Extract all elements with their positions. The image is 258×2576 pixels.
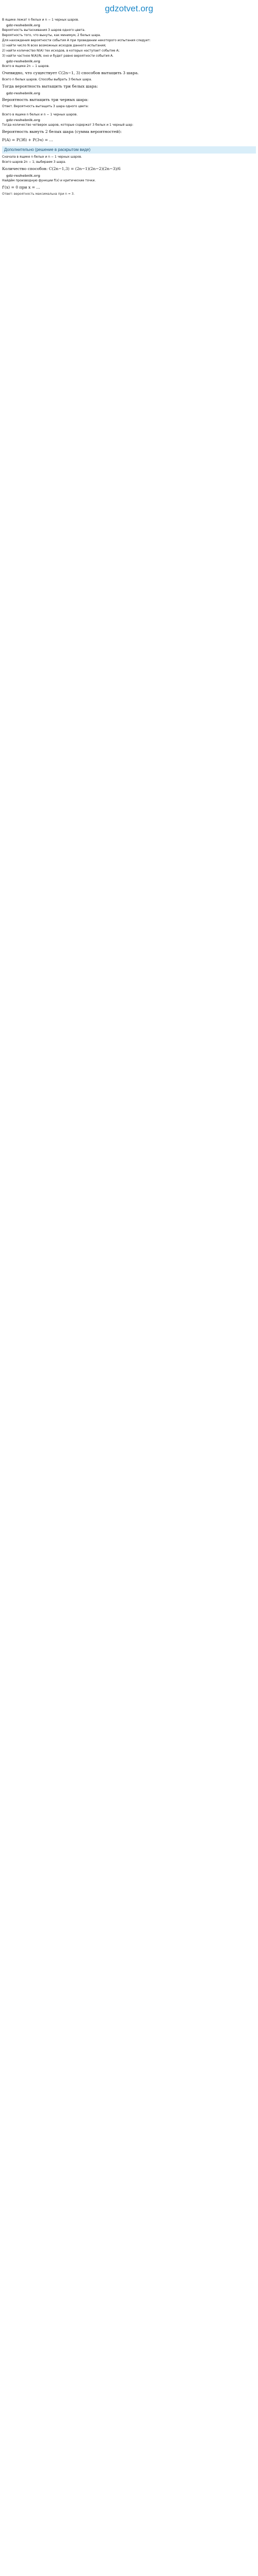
answer-line: Ответ: вероятность максимальна при n = 3.	[2, 192, 75, 196]
text-line: Ответ. Вероятность вытащить 3 шара одного цвета:	[2, 105, 89, 108]
formula-line: P(A) = P(3б) + P(3ч) = ...	[2, 138, 53, 142]
formula-line: Количество способов: C(2n−1,3) = (2n−1)(2n−2)(2n−3)/6	[2, 166, 121, 171]
formula-line: Тогда вероятность вытащить три белых шара:	[2, 84, 98, 89]
text-line: Вероятность вытаскивания 3 шаров одного цвета.	[2, 28, 86, 32]
watermark: gdz-reshebnik.org	[6, 91, 40, 95]
watermark: gdz-reshebnik.org	[6, 59, 40, 63]
solution-content	[0, 18, 258, 197]
formula-line: f'(x) = 0 при x = ...	[2, 185, 40, 190]
watermark: gdz-reshebnik.org	[6, 118, 40, 122]
text-line: В ящике лежат n белых и n − 1 черных шаров.	[2, 18, 79, 22]
text-line: Всего n белых шаров. Способы выбрать 3 белых шара.	[2, 78, 92, 81]
text-line: Всего в ящике 2n − 1 шаров.	[2, 64, 50, 68]
text-line: 3) найти частное N(A)/N, оно и будет равно вероятности события A.	[2, 54, 114, 58]
site-title[interactable]: gdzotvet.org	[105, 4, 153, 13]
text-line: Сначала в ящике n белых и n − 1 черных шаров.	[2, 155, 82, 159]
text-line: Вероятность того, что вынуты, как минимум, 2 белых шара.	[2, 33, 101, 37]
formula-line: Вероятность вытащить три черных шара:	[2, 97, 89, 102]
text-line: Найдём производную функции f(x) и критические точки.	[2, 179, 96, 182]
text-line: 2) найти количество N(A) тех исходов, в которых наступает событие A;	[2, 49, 120, 53]
watermark: gdz-reshebnik.org	[6, 174, 40, 178]
watermark: gdz-reshebnik.org	[6, 23, 40, 27]
text-line: Всего шаров 2n − 1; выбираем 3 шара.	[2, 160, 66, 164]
formula-line: Вероятность вынуть 2 белых шара (сумма вероятностей):	[2, 129, 122, 134]
text-line: Для нахождения вероятности события A при проведении некоторого испытания следует:	[2, 39, 151, 42]
section-title: Дополнительно (решение в раскрытом виде)	[2, 146, 256, 154]
text-line: Тогда количество четверок шаров, которые содержат 3 белых и 1 черный шар:	[2, 123, 134, 127]
text-line: 1) найти число N всех возможных исходов данного испытания;	[2, 44, 106, 47]
text-line: Всего в ящике n белых и n − 1 черных шаров.	[2, 113, 78, 116]
formula-line: Очевидно, что существует C(2n−1, 3) способов вытащить 3 шара.	[2, 71, 139, 75]
